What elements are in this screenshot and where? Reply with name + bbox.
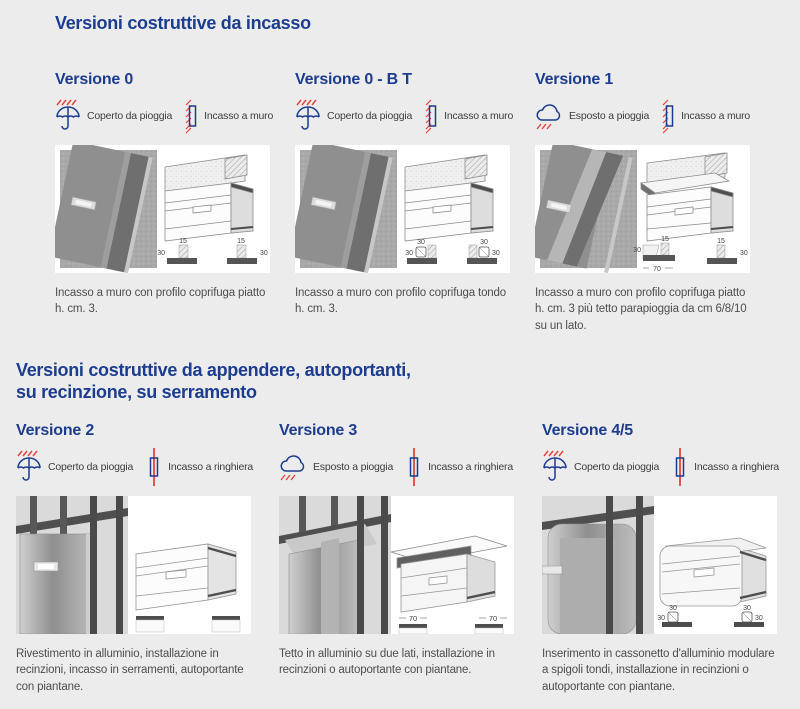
card-versione-1: [535, 71, 750, 335]
umbrella-icon: [16, 450, 42, 484]
card-title: Versione 0 - B T: [295, 70, 412, 88]
card-versione-3: [279, 422, 514, 696]
card-title: Versione 4/5: [542, 421, 633, 439]
feature-row: [55, 96, 274, 136]
section-title-line1: Versioni costruttive da appendere, autoportanti,: [16, 359, 411, 380]
illustration-versione-2: [16, 496, 251, 634]
weather-label: Coperto da pioggia: [574, 460, 660, 473]
section-title: Versioni costruttive da incasso: [55, 13, 311, 33]
card-title: Versione 3: [279, 421, 358, 439]
card-description: Rivestimento in alluminio, installazione in recinzioni, incasso in serramenti, autoportante con piantane.: [16, 647, 244, 693]
cards-row: [55, 71, 770, 335]
dim-label: 15: [661, 235, 669, 243]
section-appendere: [0, 359, 800, 696]
mount-feature: [672, 448, 779, 486]
weather-label: Esposto a pioggia: [313, 460, 394, 473]
cloud-rain-icon: [535, 101, 563, 131]
dim-label: 30: [260, 249, 268, 257]
dim-label: 30: [657, 614, 665, 622]
card-description: Incasso a muro con profilo coprifuga piatto h. cm. 3 più tetto parapioggia da cm 6/8/10 su un lato.: [535, 286, 747, 332]
umbrella-icon: [295, 99, 321, 133]
railing-icon: [406, 448, 422, 486]
weather-label: Esposto a pioggia: [569, 109, 650, 122]
illustration-versione-0bt: [295, 145, 510, 273]
weather-feature: [279, 452, 393, 482]
dim-label: 15: [237, 237, 245, 245]
illustration-versione-1: [535, 145, 750, 273]
dim-label: 30: [480, 238, 488, 246]
weather-feature: [55, 99, 172, 133]
illustration-versione-3: [279, 496, 514, 634]
weather-label: Coperto da pioggia: [48, 460, 134, 473]
mount-label: Incasso a ringhiera: [168, 460, 254, 473]
umbrella-icon: [542, 450, 568, 484]
card-versione-2: [16, 421, 254, 696]
feature-row: [16, 447, 254, 487]
dim-label: 70: [408, 613, 418, 623]
dim-label: 30: [755, 614, 763, 622]
wall-icon: [425, 98, 438, 134]
illustration-versione-0: [55, 145, 270, 273]
weather-feature: [535, 101, 649, 131]
mount-label: Incasso a muro: [681, 109, 751, 122]
card-description: Tetto in alluminio su due lati, installazione in recinzioni o autoportante con piantane.: [279, 647, 495, 677]
card-versione-45: [542, 421, 780, 696]
dim-label: 30: [669, 604, 677, 612]
card-versione-0: [55, 70, 274, 335]
mount-label: Incasso a muro: [444, 109, 514, 122]
feature-row: [535, 96, 750, 136]
dim-label: 30: [405, 249, 413, 257]
railing-icon: [146, 448, 162, 486]
mount-feature: [146, 448, 253, 486]
weather-feature: [16, 450, 133, 484]
umbrella-icon: [55, 99, 81, 133]
mount-label: Incasso a ringhiera: [694, 460, 780, 473]
dim-label: 30: [633, 246, 641, 254]
mount-feature: [185, 98, 273, 134]
section-title-line2: su recinzione, su serramento: [16, 382, 257, 403]
dim-label: 70: [488, 613, 498, 623]
illustration-versione-45: [542, 496, 777, 634]
card-description: Incasso a muro con profilo coprifuga piatto h. cm. 3.: [55, 286, 266, 316]
weather-label: Coperto da pioggia: [87, 109, 173, 122]
wall-icon: [185, 98, 198, 134]
mount-feature: [662, 98, 750, 134]
mount-label: Incasso a muro: [204, 109, 274, 122]
card-title: Versione 1: [535, 70, 614, 88]
dim-label: 30: [417, 238, 425, 246]
dim-label: 30: [492, 249, 500, 257]
dim-label: 30: [157, 249, 165, 257]
mount-feature: [425, 98, 513, 134]
card-title: Versione 0: [55, 70, 134, 88]
cards-row: [16, 422, 784, 696]
weather-feature: [542, 450, 659, 484]
dim-label: 15: [717, 237, 725, 245]
card-versione-0bt: [295, 70, 514, 335]
mount-label: Incasso a ringhiera: [428, 460, 513, 473]
dim-label: 30: [743, 604, 751, 612]
card-title: Versione 2: [16, 421, 95, 439]
section-title: [16, 359, 784, 404]
section-incasso: [0, 0, 800, 335]
railing-icon: [672, 448, 688, 486]
feature-row: [542, 447, 780, 487]
card-description: Incasso a muro con profilo coprifuga tondo h. cm. 3.: [295, 286, 507, 316]
wall-icon: [662, 98, 675, 134]
mount-feature: [406, 448, 513, 486]
feature-row: [279, 447, 514, 487]
dim-label: 15: [179, 237, 187, 245]
feature-row: [295, 96, 514, 136]
weather-label: Coperto da pioggia: [327, 109, 413, 122]
dim-label: 70: [653, 265, 661, 273]
cloud-rain-icon: [279, 452, 307, 482]
card-description: Inserimento in cassonetto d'alluminio modulare a spigoli tondi, installazione in recinzioni o autoportante con piantane.: [542, 647, 775, 693]
weather-feature: [295, 99, 412, 133]
dim-label: 30: [740, 249, 748, 257]
